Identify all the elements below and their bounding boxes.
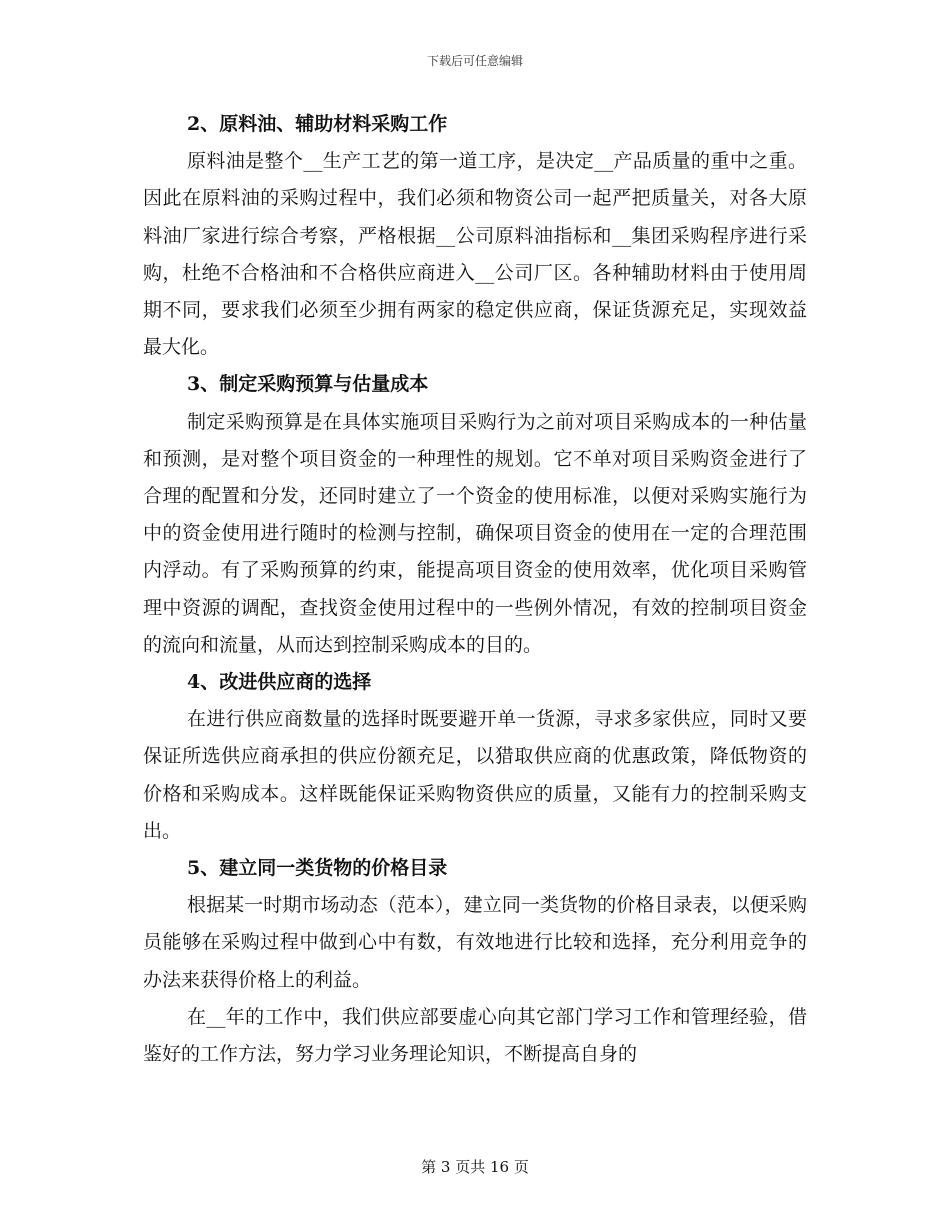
paragraph: 原料油是整个__生产工艺的第一道工序，是决定__产品质量的重中之重。因此在原料油的采购过程中，我们必须和物资公司一起严把质量关，对各大原料油厂家进行综合考察，严格根据__公司原料油指标和__集团采购程序进行采购，杜绝不合格油和不合格供应商进入__公司厂区。各种辅助材料由于使用周期不同，要求我们必须至少拥有两家的稳定供应商，保证货源充足，实现效益最大化。 — [143, 150, 807, 359]
document-body — [143, 106, 807, 1073]
paragraph: 根据某一时期市场动态（范本），建立同一类货物的价格目录表，以便采购员能够在采购过程中做到心中有数，有效地进行比较和选择，充分利用竞争的办法来获得价格上的利益。 — [143, 894, 807, 991]
section-3 — [143, 366, 807, 664]
paragraph: 制定采购预算是在具体实施项目采购行为之前对项目采购成本的一种估量和预测，是对整个项目资金的一种理性的规划。它不单对项目采购资金进行了合理的配置和分发，还同时建立了一个资金的使用标准，以便对采购实施行为中的资金使用进行随时的检测与控制，确保项目资金的使用在一定的合理范围内浮动。有了采购预算的约束，能提高项目资金的使用效率，优化项目采购管理中资源的调配，查找资金使用过程中的一些例外情况，有效的控制项目资金的流向和流量，从而达到控制采购成本的目的。 — [143, 410, 807, 656]
section-heading: 2、原料油、辅助材料采购工作 — [187, 113, 448, 135]
page-header: 下载后可任意编辑 — [426, 54, 523, 68]
paragraph: 在__年的工作中，我们供应部要虚心向其它部门学习工作和管理经验，借鉴好的工作方法，努力学习业务理论知识，不断提高自身的 — [143, 1005, 807, 1066]
section-heading: 5、建立同一类货物的价格目录 — [187, 857, 448, 880]
section-heading: 3、制定采购预算与估量成本 — [187, 373, 429, 396]
paragraph: 在进行供应商数量的选择时既要避开单一货源，寻求多家供应，同时又要保证所选供应商承担的供应份额充足，以猎取供应商的优惠政策，降低物资的价格和采购成本。这样既能保证采购物资供应的质量，又能有力的控制采购支出。 — [143, 708, 807, 842]
section-heading: 4、改进供应商的选择 — [187, 671, 372, 694]
section-4 — [143, 664, 807, 850]
section-5 — [143, 850, 807, 1073]
page-footer: 第 3 页共 16 页 — [421, 1158, 529, 1176]
section-2 — [143, 106, 807, 366]
